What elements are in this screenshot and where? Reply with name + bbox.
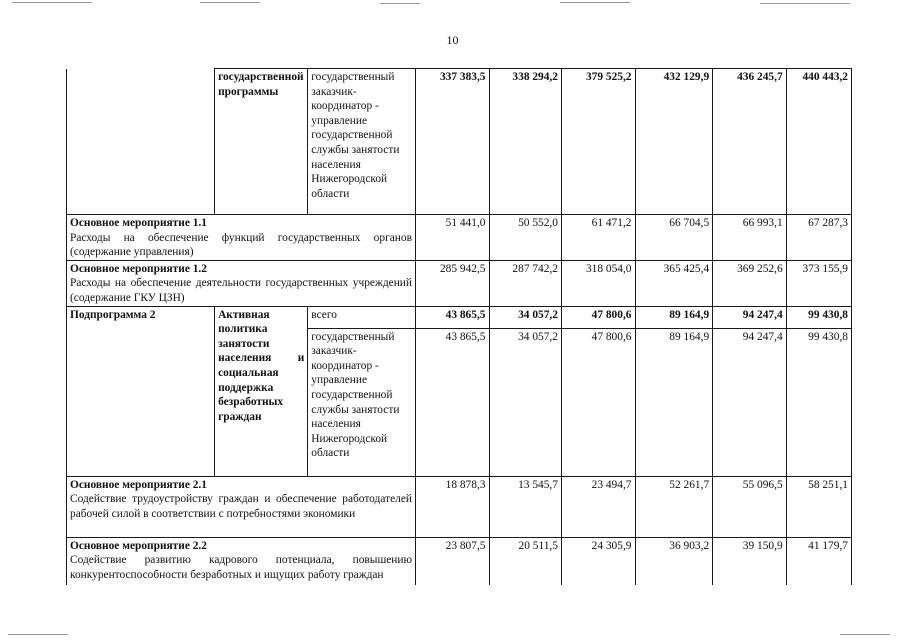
value-cell: 373 155,9 xyxy=(786,260,851,306)
value-cell: 51 441,0 xyxy=(415,215,489,261)
event-description-cell xyxy=(67,215,416,261)
table-row xyxy=(67,306,852,328)
value-cell: 432 129,9 xyxy=(635,69,713,215)
value-cell: 34 057,2 xyxy=(489,328,561,476)
value-cell: 89 164,9 xyxy=(635,306,713,328)
value-cell: 36 903,2 xyxy=(635,537,713,585)
value-cell: 34 057,2 xyxy=(489,306,561,328)
value-cell: 66 993,1 xyxy=(713,215,787,261)
event-heading: Основное мероприятие 2.2 xyxy=(70,539,207,552)
value-cell: 94 247,4 xyxy=(713,306,787,328)
table-row xyxy=(67,476,852,537)
table-row xyxy=(67,260,852,306)
executor-cell: государственный заказчик-координатор - управление государственной службы занятости населения Нижегородской области xyxy=(308,328,416,476)
value-cell: 23 494,7 xyxy=(561,476,635,537)
table-row xyxy=(67,537,852,585)
value-cell: 365 425,4 xyxy=(635,260,713,306)
value-cell: 287 742,2 xyxy=(489,260,561,306)
value-cell: 18 878,3 xyxy=(415,476,489,537)
event-description-cell xyxy=(67,476,416,537)
event-text: Расходы на обеспечение функций государственных органов (содержание управления) xyxy=(70,231,412,259)
value-cell: 43 865,5 xyxy=(415,328,489,476)
event-heading: Основное мероприятие 1.1 xyxy=(70,217,207,229)
executor-cell: государственный заказчик-координатор - управление государственной службы занятости населения Нижегородской области xyxy=(308,69,416,215)
value-cell: 89 164,9 xyxy=(635,328,713,476)
value-cell: 436 245,7 xyxy=(713,69,787,215)
value-cell: 337 383,5 xyxy=(415,69,489,215)
value-cell: 99 430,8 xyxy=(786,306,851,328)
scan-artifact-line xyxy=(380,3,420,4)
scan-artifact-line xyxy=(560,2,630,3)
value-cell: 99 430,8 xyxy=(786,328,851,476)
value-cell: 24 305,9 xyxy=(561,537,635,585)
value-cell: 23 807,5 xyxy=(415,537,489,585)
value-cell: 94 247,4 xyxy=(713,328,787,476)
empty-cell xyxy=(67,69,215,215)
value-cell: 369 252,6 xyxy=(713,260,787,306)
value-cell: 338 294,2 xyxy=(489,69,561,215)
value-cell: 285 942,5 xyxy=(415,260,489,306)
scan-artifact-line xyxy=(840,634,890,635)
value-cell: 47 800,6 xyxy=(561,306,635,328)
event-heading: Основное мероприятие 2.1 xyxy=(70,478,207,491)
scan-artifact-line xyxy=(8,634,68,635)
subprogram-label-cell: Подпрограмма 2 xyxy=(67,306,215,476)
value-cell: 67 287,3 xyxy=(786,215,851,261)
value-cell: 20 511,5 xyxy=(489,537,561,585)
program-title-cell: государственной программы xyxy=(215,69,308,215)
value-cell: 52 261,7 xyxy=(635,476,713,537)
event-heading: Основное мероприятие 1.2 xyxy=(70,262,207,275)
value-cell: 41 179,7 xyxy=(786,537,851,585)
scan-artifact-line xyxy=(760,3,850,4)
value-cell: 440 443,2 xyxy=(786,69,851,215)
budget-table xyxy=(66,68,852,585)
value-cell: 55 096,5 xyxy=(713,476,787,537)
value-cell: 318 054,0 xyxy=(561,260,635,306)
table-row xyxy=(67,69,852,215)
table-row xyxy=(67,215,852,261)
event-text: Содействие трудоустройству граждан и обеспечение работодателей рабочей силой в соответствии с потребностями экономики xyxy=(70,493,412,520)
value-cell: 379 525,2 xyxy=(561,69,635,215)
subprogram-name-cell: Активная политика занятости населения и социальная поддержка безработных граждан xyxy=(215,306,308,476)
value-cell: 39 150,9 xyxy=(713,537,787,585)
scan-artifact-line xyxy=(200,2,260,3)
value-cell: 61 471,2 xyxy=(561,215,635,261)
event-description-cell xyxy=(67,537,416,585)
total-label-cell: всего xyxy=(308,306,416,328)
event-text: Содействие развитию кадрового потенциала, повышению конкурентоспособности безработных и ищущих работу граждан xyxy=(70,554,412,581)
value-cell: 47 800,6 xyxy=(561,328,635,476)
value-cell: 43 865,5 xyxy=(415,306,489,328)
scan-artifact-line xyxy=(12,2,92,3)
value-cell: 13 545,7 xyxy=(489,476,561,537)
value-cell: 50 552,0 xyxy=(489,215,561,261)
value-cell: 58 251,1 xyxy=(786,476,851,537)
event-description-cell xyxy=(67,260,416,306)
value-cell: 66 704,5 xyxy=(635,215,713,261)
event-text: Расходы на обеспечение деятельности государственных учреждений (содержание ГКУ ЦЗН) xyxy=(70,277,412,304)
page-number: 10 xyxy=(446,33,459,47)
